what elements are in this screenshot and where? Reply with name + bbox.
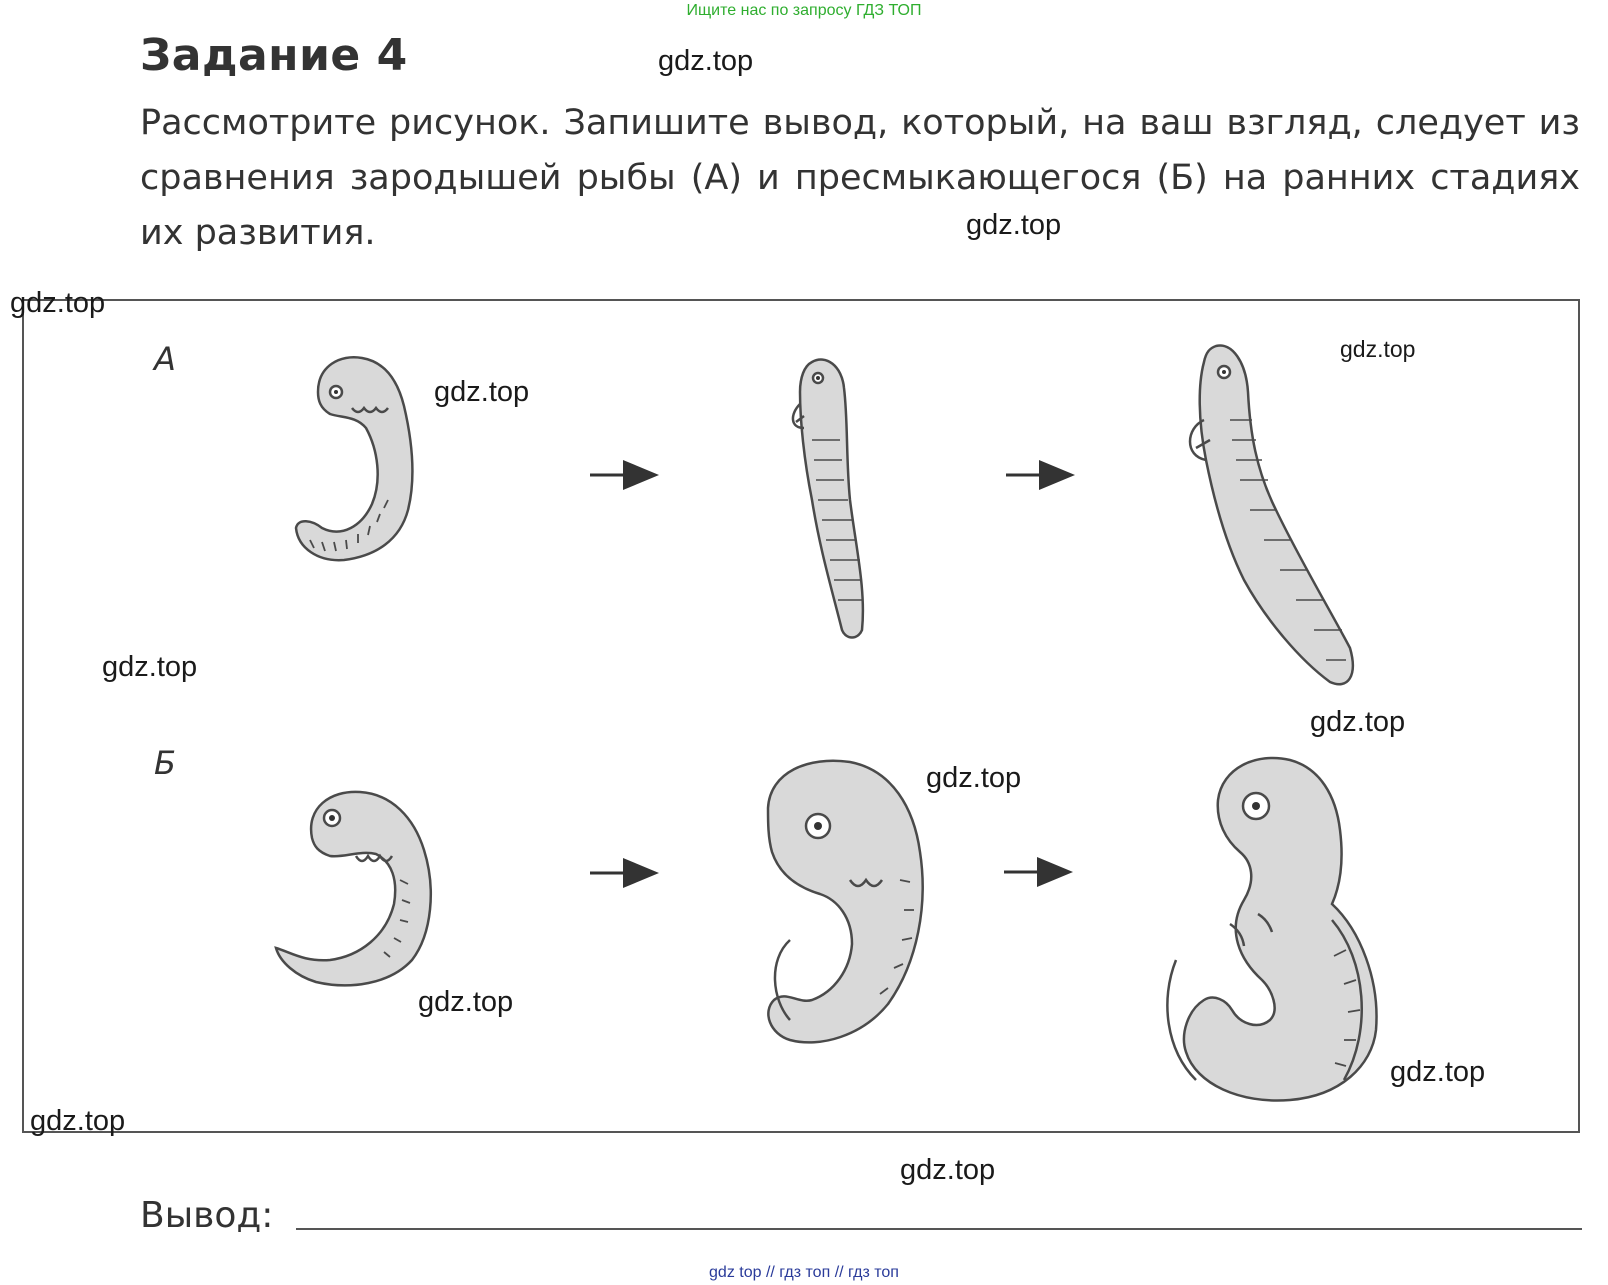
watermark: gdz.top xyxy=(900,1154,996,1186)
watermark: gdz.top xyxy=(1340,336,1416,362)
row-b-label: Б xyxy=(154,744,176,782)
watermark: gdz.top xyxy=(926,762,1022,794)
watermark: gdz.top xyxy=(30,1105,126,1137)
row-a-label: А xyxy=(154,340,176,378)
watermark: gdz.top xyxy=(1390,1056,1486,1088)
watermark: gdz.top xyxy=(418,986,514,1018)
watermark: gdz.top xyxy=(102,651,198,683)
bottom-banner[interactable]: gdz top // гдз топ // гдз топ xyxy=(709,1264,899,1281)
task-title: Задание 4 xyxy=(140,30,408,81)
conclusion-label: Вывод: xyxy=(140,1195,274,1236)
fish-embryo-icon xyxy=(1190,345,1353,684)
fish-embryo-icon xyxy=(793,360,863,638)
fish-embryo-icon xyxy=(296,357,412,560)
watermark: gdz.top xyxy=(10,287,106,319)
reptile-embryo-icon xyxy=(276,792,431,985)
task-text: Рассмотрите рисунок. Запишите вывод, который, на ваш взгляд, следует из сравнения зародышей рыбы (А) и пресмыкающегося (Б) на ранних стадиях их развития. xyxy=(140,103,1580,253)
watermark: gdz.top xyxy=(658,45,754,77)
top-banner[interactable]: Ищите нас по запросу ГДЗ ТОП xyxy=(686,2,922,19)
reptile-embryo-icon xyxy=(1167,758,1376,1101)
watermark: gdz.top xyxy=(1310,706,1406,738)
watermark: gdz.top xyxy=(434,376,530,408)
reptile-embryo-icon xyxy=(768,761,923,1043)
answer-line[interactable] xyxy=(296,1228,1582,1230)
watermark: gdz.top xyxy=(966,209,1062,241)
